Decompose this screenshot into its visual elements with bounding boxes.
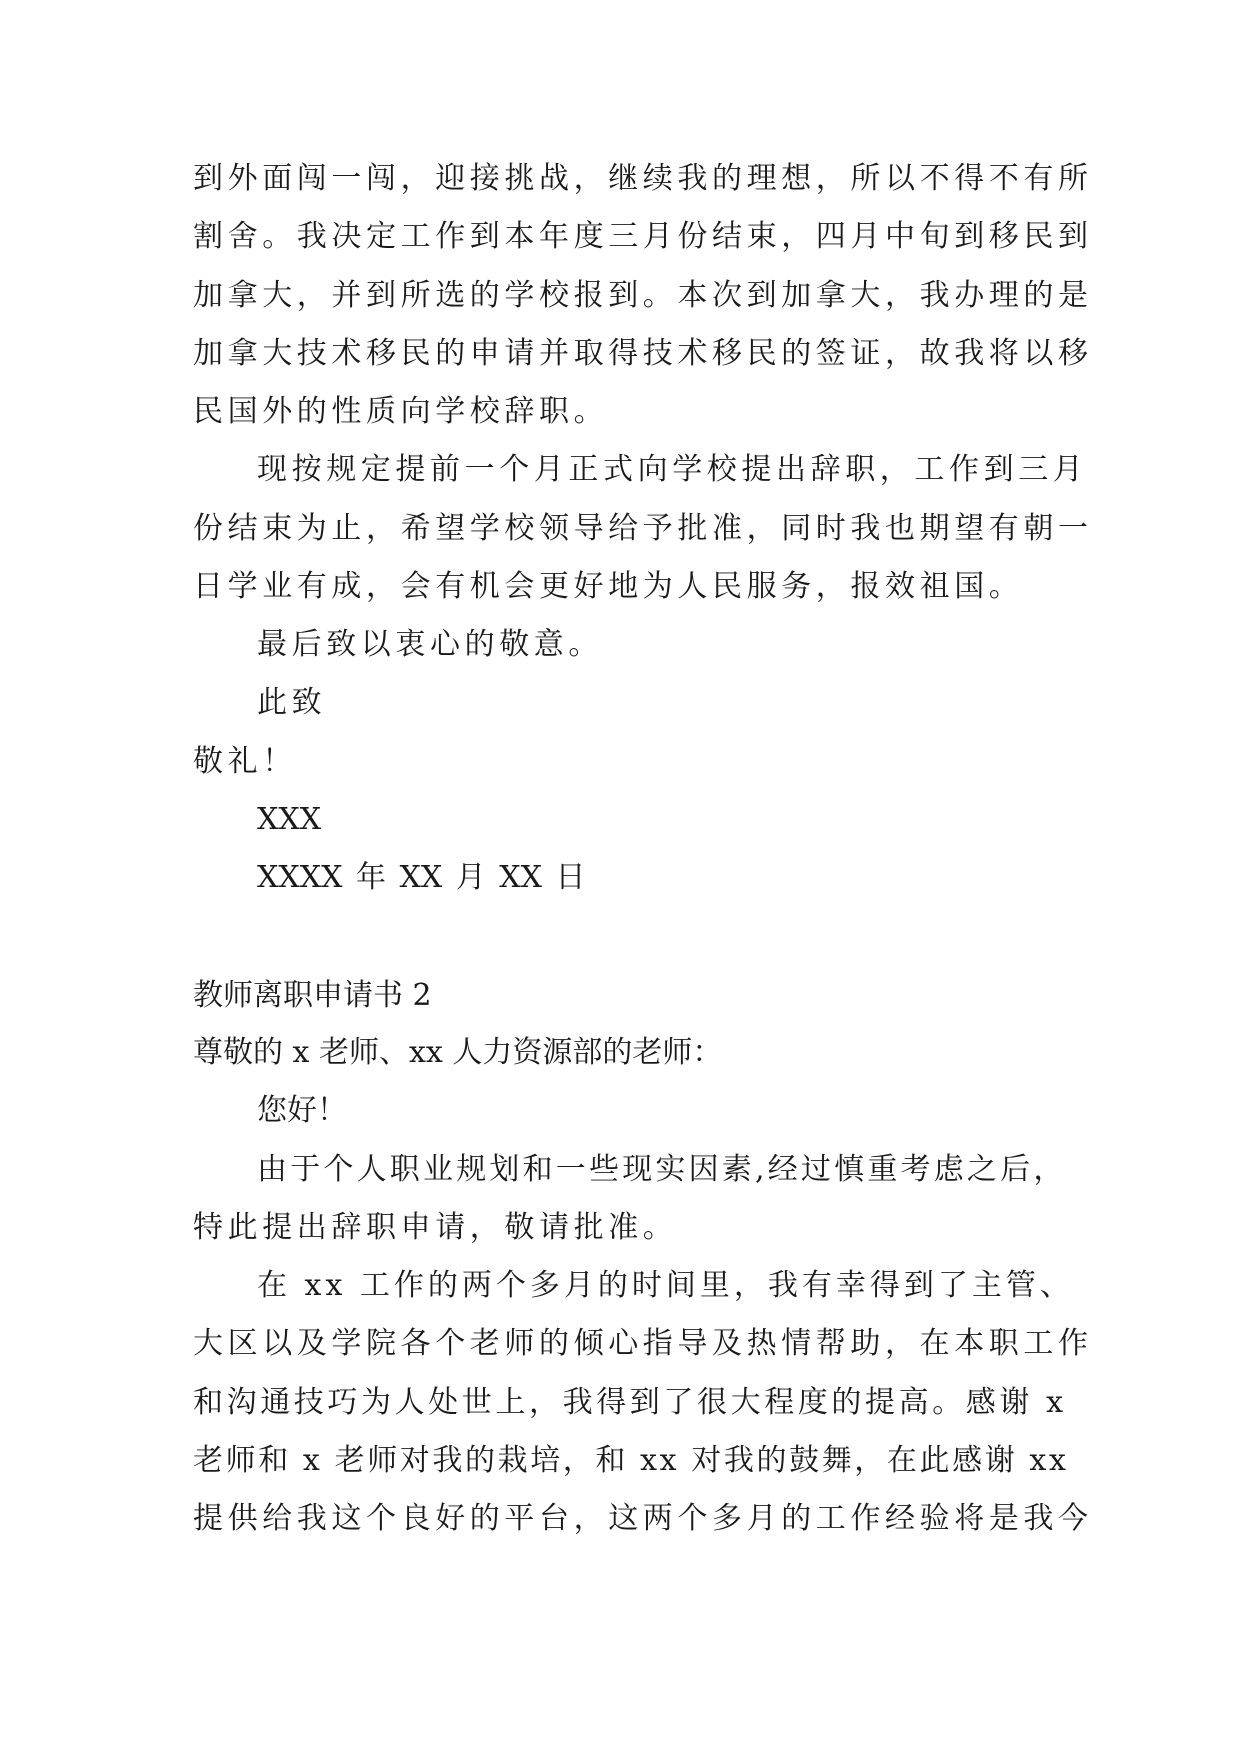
letter1-paragraph1-line: 割舍。我决定工作到本年度三月份结束，四月中旬到移民到 <box>193 219 1093 254</box>
letter2-paragraph2-line: 老师和 x 老师对我的栽培，和 xx 对我的鼓舞，在此感谢 xx <box>193 1443 1069 1478</box>
letter1-paragraph1-line: 到外面闯一闯，迎接挑战，继续我的理想，所以不得不有所 <box>193 161 1093 196</box>
letter1-paragraph2-line: 份结束为止，希望学校领导给予批准，同时我也期望有朝一 <box>193 511 1093 546</box>
letter2-title: 教师离职申请书 2 <box>193 978 432 1013</box>
letter2-paragraph2-line: 提供给我这个良好的平台，这两个多月的工作经验将是我今 <box>193 1501 1093 1536</box>
letter1-paragraph1-line: 民国外的性质向学校辞职。 <box>193 394 609 429</box>
letter1-paragraph2-line: 日学业有成，会有机会更好地为人民服务，报效祖国。 <box>193 569 1024 604</box>
letter1-closing: 最后致以衷心的敬意。 <box>257 627 603 662</box>
letter1-date: XXXX 年 XX 月 XX 日 <box>257 860 586 895</box>
letter1-salutation: 此致 <box>257 685 327 720</box>
letter1-paragraph1-line: 加拿大，并到所选的学校报到。本次到加拿大，我办理的是 <box>193 278 1093 313</box>
letter1-paragraph2-line: 现按规定提前一个月正式向学校提出辞职，工作到三月 <box>257 452 1088 487</box>
letter1-signature: XXX <box>257 802 322 837</box>
letter2-paragraph1-line: 特此提出辞职申请，敬请批准。 <box>193 1210 678 1245</box>
letter1-regards: 敬礼！ <box>193 744 297 779</box>
letter2-paragraph2-line: 大区以及学院各个老师的倾心指导及热情帮助，在本职工作 <box>193 1326 1093 1361</box>
letter2-recipient: 尊敬的 x 老师、xx 人力资源部的老师： <box>193 1035 723 1070</box>
letter2-paragraph2-line: 在 xx 工作的两个多月的时间里，我有幸得到了主管、 <box>257 1268 1074 1303</box>
letter2-paragraph2-line: 和沟通技巧为人处世上，我得到了很大程度的提高。感谢 x <box>193 1385 1067 1420</box>
letter1-paragraph1-line: 加拿大技术移民的申请并取得技术移民的签证，故我将以移 <box>193 336 1093 371</box>
letter2-greeting: 您好！ <box>257 1093 347 1128</box>
letter2-paragraph1-line: 由于个人职业规划和一些现实因素,经过慎重考虑之后， <box>257 1152 1067 1187</box>
